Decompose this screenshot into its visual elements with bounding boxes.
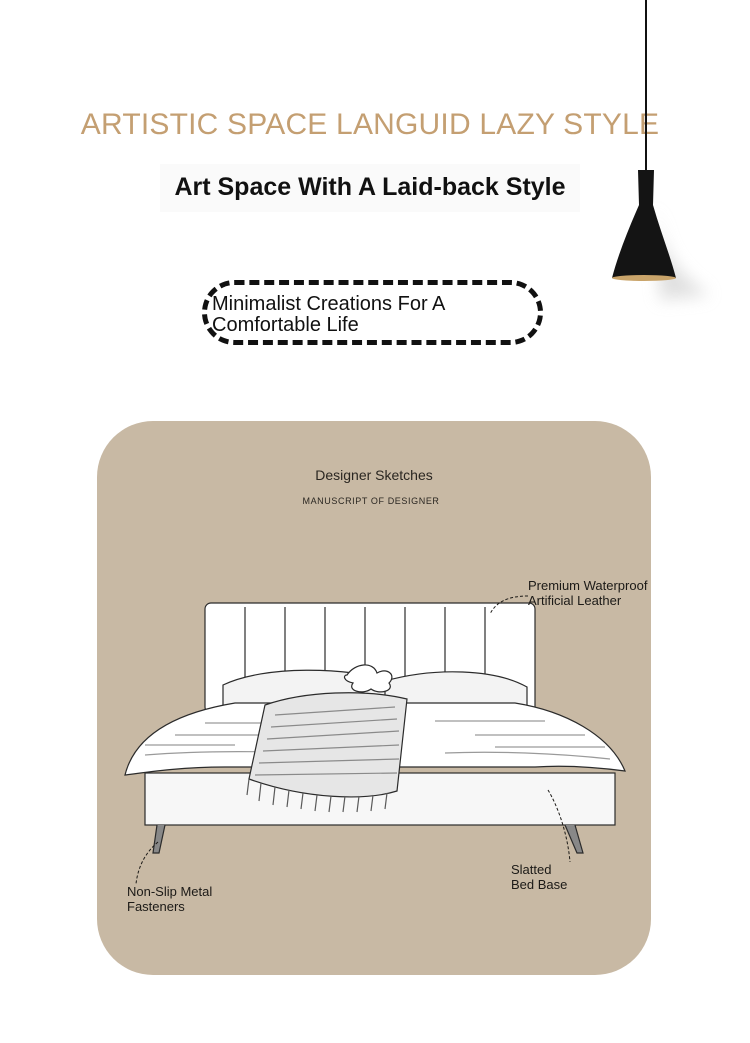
callout-leather-line-1: Premium Waterproof	[528, 578, 648, 593]
callout-leather	[528, 578, 647, 608]
callout-base	[511, 862, 567, 892]
callout-leather-line-2: Artificial Leather	[528, 593, 622, 608]
callout-fasteners	[127, 884, 212, 914]
callout-fasteners-line-1: Non-Slip Metal	[127, 884, 213, 899]
badge-line-1: Minimalist Creations For A	[212, 293, 446, 315]
subheadline: Art Space With A Laid-back Style	[160, 164, 580, 212]
callout-base-line-1: Slatted	[511, 862, 552, 877]
card-subtitle: MANUSCRIPT OF DESIGNER	[302, 496, 440, 506]
headline: ARTISTIC SPACE LANGUID LAZY STYLE	[80, 108, 660, 141]
pendant-lamp-icon	[600, 0, 730, 320]
bed-sketch-illustration	[115, 595, 635, 865]
callout-fasteners-line-2: Fasteners	[127, 899, 185, 914]
badge-text	[212, 294, 532, 336]
callout-base-line-2: Bed Base	[511, 877, 568, 892]
card-title: Designer Sketches	[315, 467, 433, 483]
badge-line-2: Comfortable Life	[212, 314, 359, 336]
